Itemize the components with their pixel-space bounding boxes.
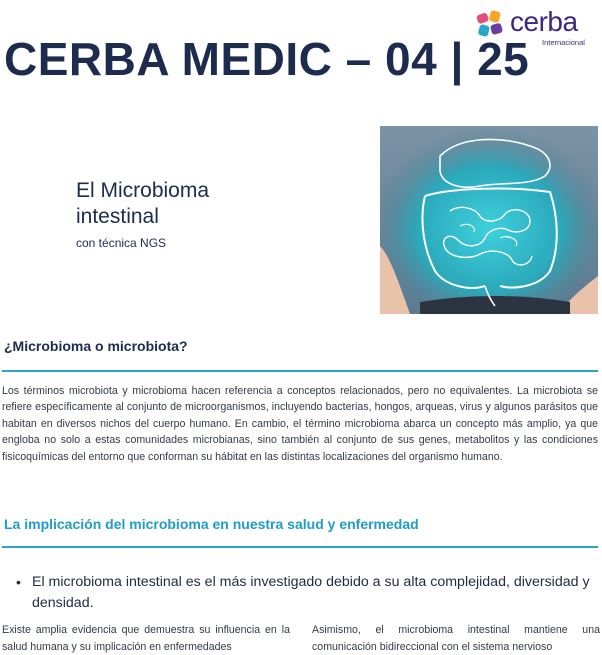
logo-subtitle: Internacional	[542, 38, 585, 47]
section-divider-2	[2, 546, 598, 548]
bullet-item: • El microbioma intestinal es el más investigado debido a su alta complejidad, diversidad y densidad.	[14, 572, 598, 614]
masthead-title: CERBA MEDIC – 04 | 25	[4, 33, 530, 85]
section-heading-microbioma: ¿Microbioma o microbiota?	[4, 338, 188, 354]
column-left-text: Existe amplia evidencia que demuestra su influencia en la salud humana y su implicación en enfermedades	[2, 624, 290, 653]
logo-wordmark: cerba	[510, 6, 578, 37]
hero-title-line1: El Microbioma	[76, 179, 210, 202]
hero-title-line2: intestinal	[76, 205, 159, 228]
hero-intestine-image	[380, 126, 598, 314]
hero-subtitle: con técnica NGS	[76, 236, 167, 250]
section-divider-1	[2, 370, 598, 372]
bullet-list	[14, 572, 598, 614]
intestine-illustration	[380, 126, 598, 314]
section-heading-implicacion: La implicación del microbioma en nuestra salud y enfermedad	[4, 516, 419, 532]
section-paragraph-1: Los términos microbiota y microbioma hacen referencia a conceptos relacionados, pero no equivalentes. La microbiota se refiere específicamente al conjunto de microorganismos, incluyendo bacterias, hongos, arqueas, virus y algunos parásitos que habitan en diversos nichos del cuerpo humano. En cambio, el término microbioma abarca un concepto más amplio, ya que engloba no solo a estas comunidades microbianas, sino también al conjunto de sus genes, metabolitos y las condiciones fisicoquímicas del entorno que conforman su hábitat en las distintas localizaciones del organismo humano.	[2, 385, 598, 463]
hero-title	[76, 178, 209, 230]
column-right-text: Asimismo, el microbioma intestinal mantiene una comunicación bidireccional con el sistema nervioso	[312, 624, 600, 653]
